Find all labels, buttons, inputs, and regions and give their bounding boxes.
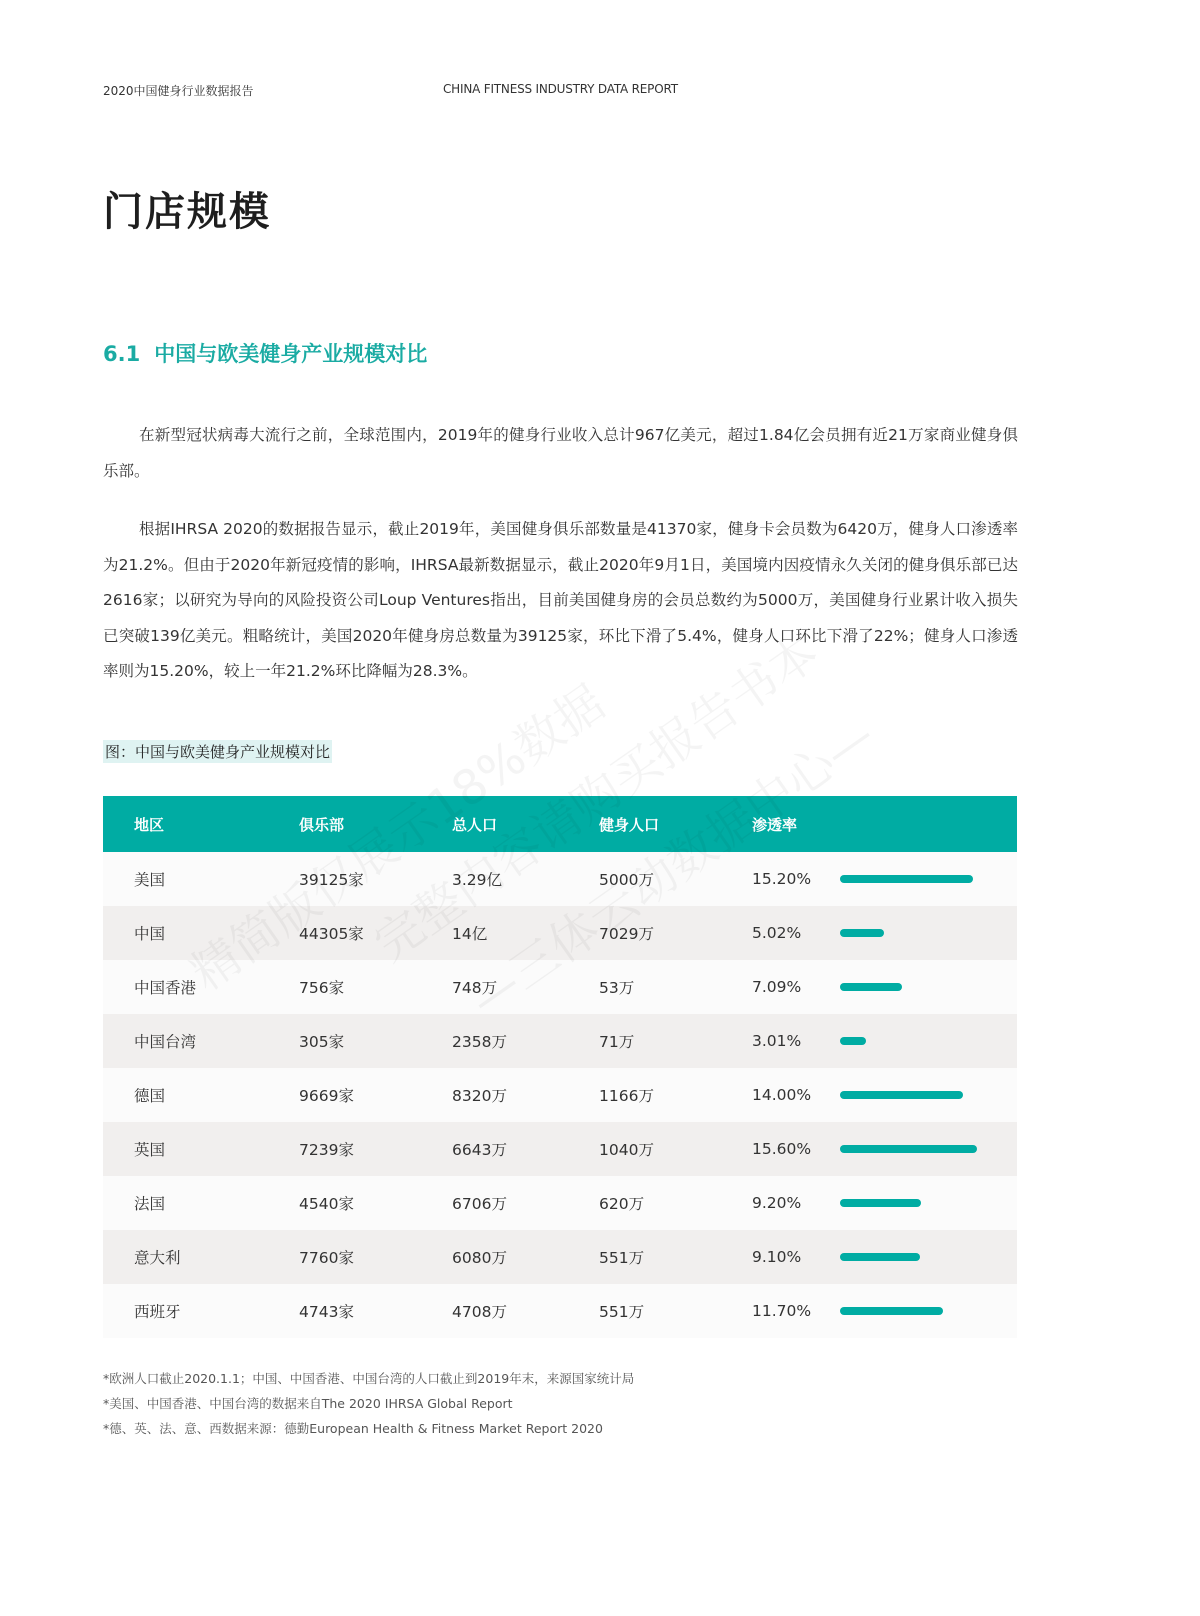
penetration-rate-bar: [840, 1253, 920, 1261]
population-cell: 14亿: [452, 925, 488, 943]
section-number: 6.1: [103, 342, 141, 366]
region-cell: 德国: [134, 1087, 166, 1105]
column-header-fitness-population: 健身人口: [599, 815, 660, 834]
table-row: [103, 1014, 1017, 1068]
population-cell: 2358万: [452, 1033, 507, 1051]
population-cell: 6706万: [452, 1195, 507, 1213]
table-row: [103, 960, 1017, 1014]
penetration-rate-cell: 9.10%: [752, 1248, 802, 1266]
clubs-cell: 39125家: [299, 871, 364, 889]
table-row: [103, 1176, 1017, 1230]
population-cell: 748万: [452, 979, 498, 997]
table-row: [103, 906, 1017, 960]
region-cell: 中国香港: [134, 979, 197, 997]
region-cell: 中国: [134, 925, 166, 943]
fitness-population-cell: 620万: [599, 1195, 645, 1213]
population-cell: 8320万: [452, 1087, 507, 1105]
table-row: [103, 1068, 1017, 1122]
paragraph-us-market: 根据IHRSA 2020的数据报告显示，截止2019年，美国健身俱乐部数量是41370家，健身卡会员数为6420万，健身人口渗透率为21.2%。但由于2020年新冠疫情的影响，IHRSA最新数据显示，截止2020年9月1日，美国境内因疫情永久关闭的健身俱乐部已达2616家；以研究为导向的风险投资公司Loup Ventures指出，目前美国健身房的会员总数约为5000万，美国健身行业累计收入损失已突破139亿美元。粗略统计，美国2020年健身房总数量为39125家，环比下滑了5.4%，健身人口环比下滑了22%；健身人口渗透率则为15.20%，较上一年21.2%环比降幅为28.3%。: [103, 520, 1018, 680]
section-title: [103, 338, 427, 368]
region-cell: 法国: [134, 1195, 166, 1213]
clubs-cell: 7760家: [299, 1249, 354, 1267]
footnote: *美国、中国香港、中国台湾的数据来自The 2020 IHRSA Global Report: [103, 1396, 513, 1411]
section-title-text: 中国与欧美健身产业规模对比: [154, 342, 428, 366]
fitness-population-cell: 71万: [599, 1033, 635, 1051]
paragraph-global-market: 在新型冠状病毒大流行之前，全球范围内，2019年的健身行业收入总计967亿美元，超过1.84亿会员拥有近21万家商业健身俱乐部。: [103, 426, 1018, 480]
penetration-rate-cell: 15.20%: [752, 870, 812, 888]
figure-caption: 图：中国与欧美健身产业规模对比: [103, 740, 332, 763]
table-header-row: [103, 796, 1017, 852]
penetration-rate-bar: [840, 929, 884, 937]
table-row: [103, 1284, 1017, 1338]
column-header-region: 地区: [134, 815, 165, 834]
region-cell: 意大利: [134, 1249, 181, 1267]
penetration-rate-bar: [840, 1307, 943, 1315]
penetration-rate-bar: [840, 1091, 963, 1099]
fitness-population-cell: 53万: [599, 979, 635, 997]
clubs-cell: 756家: [299, 979, 345, 997]
fitness-population-cell: 551万: [599, 1303, 645, 1321]
report-header-english: CHINA FITNESS INDUSTRY DATA REPORT: [443, 82, 678, 96]
population-cell: 6643万: [452, 1141, 507, 1159]
page-title: 门店规模: [103, 189, 271, 235]
penetration-rate-bar: [840, 1199, 921, 1207]
penetration-rate-cell: 3.01%: [752, 1032, 802, 1050]
footnote: *欧洲人口截止2020.1.1；中国、中国香港、中国台湾的人口截止到2019年末，来源国家统计局: [103, 1371, 635, 1386]
report-header-title: 2020中国健身行业数据报告: [103, 84, 254, 98]
footnotes: [103, 1366, 634, 1441]
column-header-clubs: 俱乐部: [299, 815, 345, 834]
clubs-cell: 4743家: [299, 1303, 354, 1321]
region-cell: 美国: [134, 871, 166, 889]
clubs-cell: 9669家: [299, 1087, 354, 1105]
clubs-cell: 7239家: [299, 1141, 354, 1159]
table-row: [103, 1122, 1017, 1176]
population-cell: 6080万: [452, 1249, 507, 1267]
clubs-cell: 305家: [299, 1033, 345, 1051]
fitness-population-cell: 1040万: [599, 1141, 654, 1159]
comparison-table: [103, 796, 1017, 1338]
table-row: [103, 852, 1017, 906]
population-cell: 4708万: [452, 1303, 507, 1321]
fitness-population-cell: 5000万: [599, 871, 654, 889]
penetration-rate-bar: [840, 983, 902, 991]
fitness-population-cell: 1166万: [599, 1087, 654, 1105]
fitness-population-cell: 7029万: [599, 925, 654, 943]
fitness-population-cell: 551万: [599, 1249, 645, 1267]
table-body: [103, 852, 1017, 1338]
penetration-rate-cell: 7.09%: [752, 978, 802, 996]
column-header-population: 总人口: [452, 815, 498, 834]
clubs-cell: 4540家: [299, 1195, 354, 1213]
penetration-rate-cell: 11.70%: [752, 1302, 812, 1320]
table-row: [103, 1230, 1017, 1284]
penetration-rate-bar: [840, 1145, 977, 1153]
column-header-penetration-rate: 渗透率: [752, 815, 798, 834]
region-cell: 中国台湾: [134, 1033, 197, 1051]
penetration-rate-cell: 5.02%: [752, 924, 802, 942]
penetration-rate-cell: 14.00%: [752, 1086, 812, 1104]
penetration-rate-cell: 9.20%: [752, 1194, 802, 1212]
penetration-rate-cell: 15.60%: [752, 1140, 812, 1158]
region-cell: 英国: [134, 1141, 166, 1159]
footnote: *德、英、法、意、西数据来源：德勤European Health & Fitness Market Report 2020: [103, 1421, 603, 1436]
penetration-rate-bar: [840, 875, 973, 883]
region-cell: 西班牙: [134, 1303, 181, 1321]
clubs-cell: 44305家: [299, 925, 364, 943]
population-cell: 3.29亿: [452, 871, 503, 889]
penetration-rate-bar: [840, 1037, 866, 1045]
